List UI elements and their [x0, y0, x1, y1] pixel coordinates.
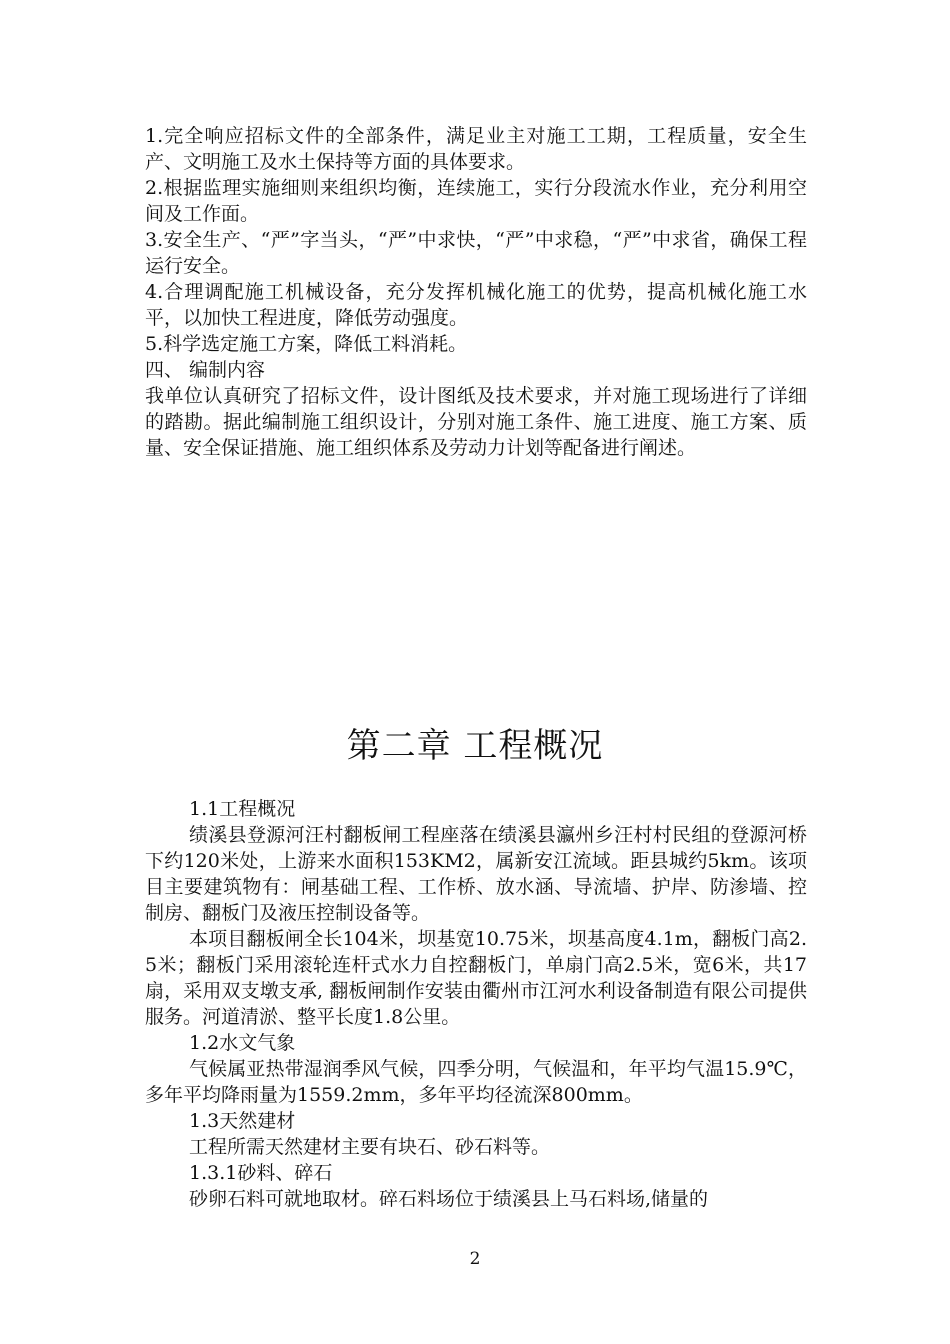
- subsection-heading-hydrology: 1.2水文气象: [189, 1032, 296, 1054]
- compilation-paragraph: 我单位认真研究了招标文件，设计图纸及技术要求，并对施工现场进行了详细的踏勘。据此编制施工组织设计，分别对施工条件、施工进度、施工方案、质量、安全保证措施、施工组织体系及劳动力计划等配备进行阐述。: [145, 385, 807, 459]
- chapter-title: 第二章 工程概况: [346, 726, 604, 766]
- subsection-heading-materials: 1.3天然建材: [189, 1110, 296, 1132]
- principle-item-4: 4.合理调配施工机械设备，充分发挥机械化施工的优势，提高机械化施工水平，以加快工程进度，降低劳动强度。: [145, 281, 807, 329]
- sand-gravel-paragraph: 砂卵石料可就地取材。碎石料场位于绩溪县上马石料场,储量的: [189, 1188, 709, 1210]
- principle-item-1: 1.完全响应招标文件的全部条件，满足业主对施工工期，工程质量，安全生产、文明施工及水土保持等方面的具体要求。: [145, 125, 807, 173]
- subsection-heading-sand-gravel: 1.3.1砂料、碎石: [189, 1162, 333, 1184]
- principles-section: [145, 123, 807, 461]
- principle-item-2: 2.根据监理实施细则来组织均衡，连续施工，实行分段流水作业，充分利用空间及工作面。: [145, 177, 807, 225]
- hydrology-paragraph: 气候属亚热带湿润季风气候，四季分明，气候温和，年平均气温15.9℃，多年平均降雨量为1559.2mm，多年平均径流深800mm。: [145, 1058, 807, 1106]
- chapter-body: [145, 796, 807, 1212]
- overview-paragraph-2: 本项目翻板闸全长104米，坝基宽10.75米，坝基高度4.1m，翻板门高2.5米；翻板门采用滚轮连杆式水力自控翻板门，单扇门高2.5米，宽6米，共17扇，采用双支墩支承, 翻板闸制作安装由衢州市江河水利设备制造有限公司提供服务。河道清淤、整平长度1.8公里。: [145, 928, 807, 1028]
- principle-item-5: 5.科学选定施工方案，降低工料消耗。: [145, 333, 468, 355]
- materials-paragraph: 工程所需天然建材主要有块石、砂石料等。: [189, 1136, 551, 1158]
- overview-paragraph-1: 绩溪县登源河汪村翻板闸工程座落在绩溪县瀛州乡汪村村民组的登源河桥下约120米处，上游来水面积153KM2，属新安江流域。距县城约5km。该项目主要建筑物有：闸基础工程、工作桥、放水涵、导流墙、护岸、防渗墙、控制房、翻板门及液压控制设备等。: [145, 824, 807, 924]
- principle-item-3: 3.安全生产、“严”字当头，“严”中求快，“严”中求稳，“严”中求省，确保工程运行安全。: [145, 229, 807, 277]
- section-heading-compilation: 四、 编制内容: [145, 359, 266, 381]
- subsection-heading-overview: 1.1工程概况: [189, 798, 296, 820]
- page-number: 2: [469, 1249, 481, 1269]
